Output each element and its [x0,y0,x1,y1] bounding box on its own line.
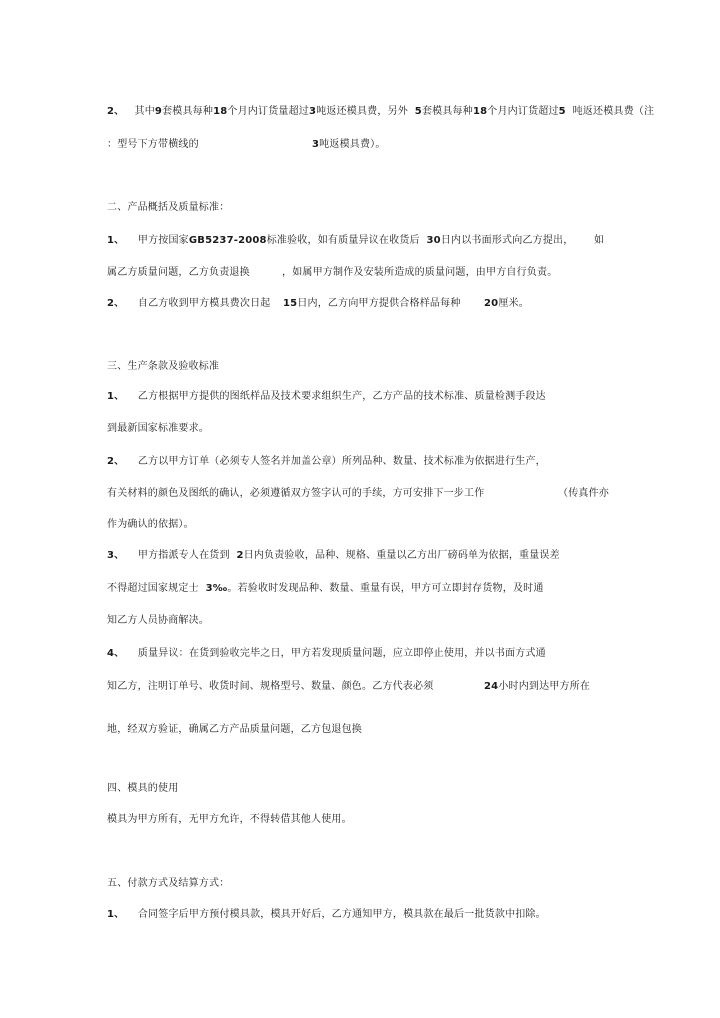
section-5-item-1 [107,908,546,922]
text: ：型号下方带横线的 [107,139,199,150]
text: 吨返还模具费，另外 [316,106,408,117]
text: 日内负责验收，品种、规格、重量以乙方出厂磅码单为依据，重量误差 [243,550,560,561]
section-4-text: 模具为甲方所有，无甲方允许，不得转借其他人使用。 [107,814,352,825]
text: 套模具每种 [421,106,473,117]
number: 5 [558,106,566,117]
text: 标准验收，如有质量异议在收货后 [266,235,420,246]
prev-item-2-line-2-a [107,138,199,152]
prev-item-2-line-1 [107,105,654,119]
number: 3 [312,139,320,150]
number: 24 [484,681,499,692]
section-3-item-4-cont-b [484,680,590,694]
item-number: 3、 [107,550,125,561]
number: 30 [426,235,441,246]
item-number: 2、 [107,456,125,467]
section-3-item-3 [107,549,560,563]
text: 自乙方收到甲方模具费次日起 [137,298,271,309]
text: 吨返模具费）。 [319,139,386,150]
number: 3‰ [205,583,228,594]
item-number: 1、 [107,391,125,402]
section-3-item-3-cont-a [107,582,544,596]
section-heading-4: 四、模具的使用 [107,783,179,794]
section-3-item-2-cont-c: 作为确认的依据）。 [107,519,194,530]
number: 18 [472,106,488,117]
section-heading-3: 三、生产条款及验收标准 [107,361,220,372]
text: 甲方指派专人在货到 [137,550,230,561]
section-2-item-1-line-1 [107,234,573,248]
section-2-item-2-c [484,297,529,311]
standard-code: GB5237-2008 [188,235,267,246]
text: 不得超过国家规定士 [107,583,199,594]
section-3-item-3-cont-b: 知乙方人员协商解决。 [107,615,209,626]
text: 个月内订货量超过 [227,106,310,117]
prev-item-2-line-2-b [312,138,386,152]
text: 其中 [134,106,155,117]
item-number: 2、 [107,298,125,309]
text: 乙方以甲方订单（必须专人签名并加盖公章）所列品种、数量、技术标准为依据进行生产， [137,456,546,467]
section-2-item-2 [107,297,270,311]
number: 2 [236,550,244,561]
text: 厘米。 [498,298,529,309]
section-3-item-4 [107,647,546,661]
number: 5 [414,106,422,117]
section-3-item-4-cont-a: 知乙方，注明订单号、收货时间、规格型号、数量、颜色。乙方代表必须 [107,681,434,692]
section-3-item-2-cont-a: 有关材料的颜色及图纸的确认，必须遵循双方签字认可的手续，方可安排下一步工作 [107,488,485,499]
number: 3 [309,106,317,117]
section-heading-2: 二、产品概括及质量标准： [107,202,230,213]
section-2-item-1-line-2-a: 属乙方质量问题，乙方负责退换 [107,267,250,278]
section-2-item-1-line-1-end: 如 [594,235,605,246]
section-3-item-4-cont-c: 地，经双方验证，确属乙方产品质量问题，乙方包退包换 [107,724,362,735]
section-3-item-1 [107,390,546,404]
text: 吨返还模具费（注 [572,106,655,117]
text: 。若验收时发现品种、数量、重量有误，甲方可立即封存货物，及时通 [227,583,544,594]
text: 乙方根据甲方提供的图纸样品及技术要求组织生产，乙方产品的技术标准、质量检测手段达 [137,391,546,402]
number: 20 [484,298,499,309]
text: 质量异议：在货到验收完毕之日，甲方若发现质量问题，应立即停止使用，并以书面方式通 [137,648,546,659]
section-heading-5: 五、付款方式及结算方式： [107,878,230,889]
text: 个月内订货超过 [487,106,559,117]
text: 套模具每种 [162,106,214,117]
number: 9 [154,106,163,117]
text: 日内以书面形式向乙方提出， [440,235,574,246]
item-number: 2、 [107,106,125,117]
text: 甲方按国家 [137,235,189,246]
section-3-item-2-cont-b: （传真件亦 [558,488,609,499]
number: 18 [213,106,228,117]
section-2-item-2-b [283,297,461,311]
item-number: 4、 [107,648,125,659]
section-3-item-2 [107,455,546,469]
item-number: 1、 [107,909,125,920]
item-number: 1、 [107,235,125,246]
text: 日内，乙方向甲方提供合格样品每种 [297,298,461,309]
number: 15 [283,298,298,309]
text: 小时内到达甲方所在 [498,681,591,692]
section-3-item-1-cont: 到最新国家标准要求。 [107,423,209,434]
text: 合同签字后甲方预付模具款，模具开好后，乙方通知甲方，模具款在最后一批货款中扣除。 [137,909,546,920]
section-2-item-1-line-2-b: ，如属甲方制作及安装所造成的质量问题，由甲方自行负责。 [282,267,558,278]
